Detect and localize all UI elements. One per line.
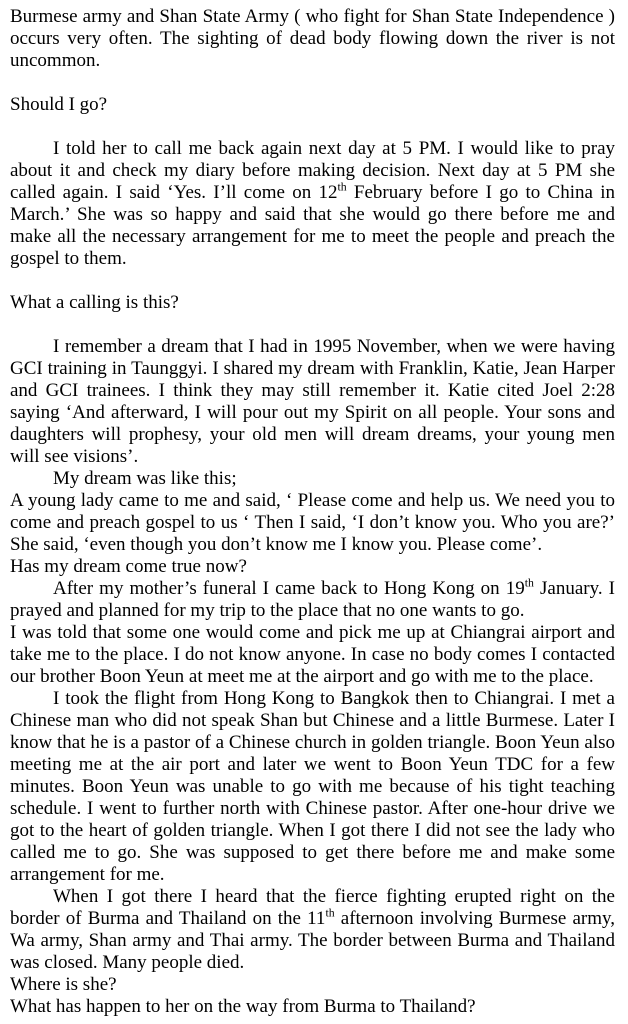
document-body: [10, 6, 615, 1018]
text-run: February before I go to China in March.’ She was so happy and said that she would go there before me and make all the necessary arrangement for me to meet the people and preach the gospel to them.: [10, 182, 615, 269]
text-run: Should I go?: [10, 94, 108, 115]
text-run: I told her to call me back again next day at 5 PM. I would like to pray about it and check my diary before making decision. Next day at 5 PM she called again. I said ‘Yes. I’ll come on 12: [10, 138, 615, 203]
para-what-has-happen: [10, 996, 615, 1018]
para-pickup-arrangement: [10, 622, 615, 688]
para-dream-1995: [10, 336, 615, 468]
text-run: A young lady came to me and said, ‘ Please come and help us. We need you to come and preach gospel to us ‘ Then I said, ‘I don’t know you. Who you are?’ She said, ‘even though you don’t know me I know you. Please come’.: [10, 490, 615, 555]
text-run: When I got there I heard that the fierce fighting erupted right on the border of Burma and Thailand on the 11: [10, 886, 615, 929]
text-run: I took the flight from Hong Kong to Bangkok then to Chiangrai. I met a Chinese man who did not speak Shan but Chinese and a little Burmese. Later I know that he is a pastor of a Chinese church in golden triangle. Boon Yeun also meeting me at the air port and later we went to Boon Yeun TDC for a few minutes. Boon Yeun was unable to go with me because of his tight teaching schedule. I went to further north with Chinese pastor. After one-hour drive we got to the heart of golden triangle. When I got there I did not see the lady who called me to go. She was supposed to get there before me and make some arrangement for me.: [10, 688, 615, 885]
text-run: Has my dream come true now?: [10, 556, 247, 577]
text-run: I remember a dream that I had in 1995 November, when we were having GCI training in Taunggyi. I shared my dream with Franklin, Katie, Jean Harper and GCI trainees. I think they may still remember it. Katie cited Joel 2:28 saying ‘And afterward, I will pour out my Spirit on all people. Your sons and daughters will prophesy, your old men will dream dreams, your young men will see visions’.: [10, 336, 615, 467]
ordinal-superscript: th: [325, 906, 335, 920]
para-back-to-hong-kong: [10, 578, 615, 622]
text-run: January. I prayed and planned for my trip to the place that no one wants to go.: [10, 578, 615, 621]
text-run: I was told that some one would come and pick me up at Chiangrai airport and take me to the place. I do not know anyone. In case no body comes I contacted our brother Boon Yeun at meet me at the airport and go with me to the place.: [10, 622, 615, 687]
ordinal-superscript: th: [524, 576, 534, 590]
text-run: What has happen to her on the way from Burma to Thailand?: [10, 996, 476, 1017]
text-run: What a calling is this?: [10, 292, 179, 313]
ordinal-superscript: th: [337, 180, 347, 194]
para-dream-come-true: [10, 556, 615, 578]
text-run: After my mother’s funeral I came back to Hong Kong on 19: [53, 578, 525, 599]
para-what-a-calling: [10, 292, 615, 314]
para-flight-golden-triangle: [10, 688, 615, 886]
text-run: Burmese army and Shan State Army ( who fight for Shan State Independence ) occurs very often. The sighting of dead body flowing down the river is not uncommon.: [10, 6, 615, 71]
text-run: Where is she?: [10, 974, 117, 995]
text-run: My dream was like this;: [53, 468, 237, 489]
para-should-i-go: [10, 94, 615, 116]
para-where-is-she: [10, 974, 615, 996]
para-young-lady-dream: [10, 490, 615, 556]
para-call-back-decision: [10, 138, 615, 270]
para-my-dream-intro: [10, 468, 615, 490]
para-border-fighting: [10, 6, 615, 72]
text-run: afternoon involving Burmese army, Wa army, Shan army and Thai army. The border between Burma and Thailand was closed. Many people died.: [10, 908, 615, 973]
para-fierce-fighting: [10, 886, 615, 974]
